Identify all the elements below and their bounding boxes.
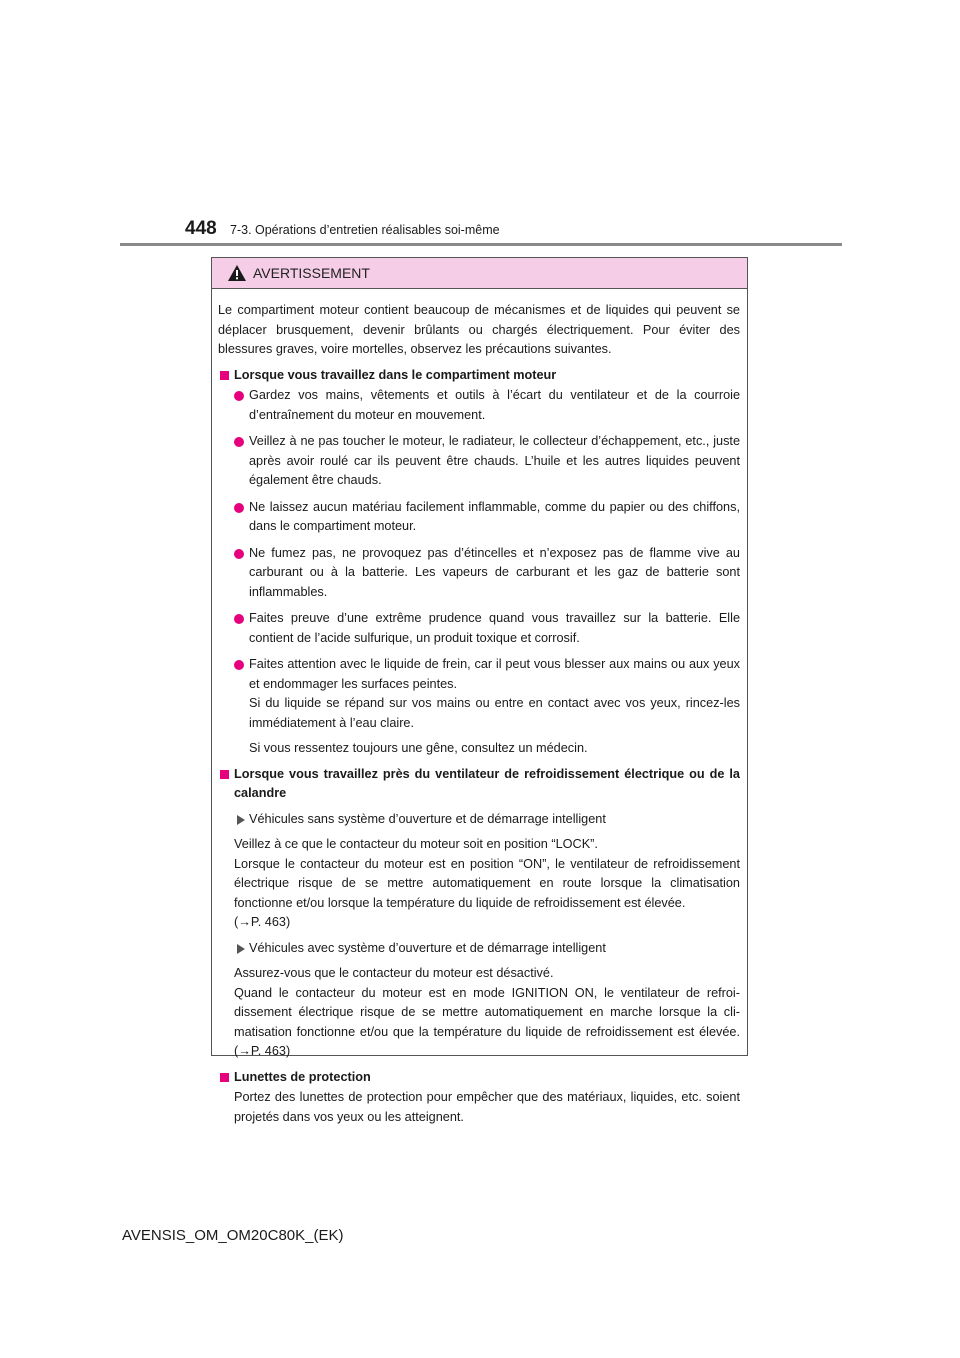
list-item: Faites preuve d’une extrême prudence quand vous travaillez sur la batterie. Elle contient de l’acide sulfurique, un produit toxique et corrosif. xyxy=(218,609,740,648)
sub1-text2: Lorsque le contacteur du moteur est en position “ON”, le ventilateur de refroidissement électrique risque de se mettre automatiquement en route lorsque la climatisation fonctionne et/ou lorsque la température du liquide de refroidissement est élevée. xyxy=(234,856,740,910)
round-bullet-icon xyxy=(234,614,244,624)
sub1-text1: Veillez à ce que le contacteur du moteur soit en position “LOCK”. xyxy=(234,837,598,851)
sub2-text1: Assurez-vous que le contacteur du moteur est désactivé. xyxy=(234,966,554,980)
list-item: Gardez vos mains, vêtements et outils à l’écart du ventilateur et de la courroie d’entraînement du moteur en mouvement. xyxy=(218,386,740,425)
section-heading-goggles: Lunettes de protection xyxy=(218,1068,740,1088)
triangle-right-icon xyxy=(237,815,245,825)
warning-title: AVERTISSEMENT xyxy=(253,265,370,281)
warning-body xyxy=(212,289,747,1127)
round-bullet-icon xyxy=(234,549,244,559)
warning-intro: Le compartiment moteur contient beaucoup de mécanismes et de liquides qui peuvent se déplacer brusquement, devenir brûlants ou chargés électriquement. Pour éviter des blessures graves, voire mortelles, observez les précautions suivantes. xyxy=(218,303,740,356)
sub-heading-without-smart-entry: Véhicules sans système d’ouverture et de démarrage intelligent xyxy=(218,810,740,830)
brake-fluid-extra: Si du liquide se répand sur vos mains ou entre en contact avec vos yeux, rincez-les immédiatement à l’eau claire. xyxy=(249,696,740,730)
round-bullet-icon xyxy=(234,391,244,401)
sub2-text2: Quand le contacteur du moteur est en mode IGNITION ON, le ventilateur de refroidissement électrique risque de se mettre automatiquement en marche lorsque la climatisation fonctionne et/ou que la température du liquide de refroidissement est élevée. (→P. 463) xyxy=(234,985,740,1058)
square-bullet-icon xyxy=(220,1073,229,1082)
brake-fluid-note: Si vous ressentez toujours une gêne, consultez un médecin. xyxy=(249,741,588,755)
warning-header xyxy=(212,258,747,289)
list-item: Faites attention avec le liquide de frein, car il peut vous blesser aux mains ou aux yeux et endommager les surfaces peintes. xyxy=(218,655,740,694)
goggles-text: Portez des lunettes de protection pour empêcher que des matériaux, liquides, etc. soient projetés dans vos yeux ou les atteignent. xyxy=(234,1090,740,1124)
sub1-ref: (→P. 463) xyxy=(234,915,291,929)
square-bullet-icon xyxy=(220,770,229,779)
warning-box xyxy=(211,257,748,1124)
round-bullet-icon xyxy=(234,660,244,670)
list-item: Ne fumez pas, ne provoquez pas d’étincelles et n’exposez pas de flamme vive au carburant ou à la batterie. Les vapeurs de carburant et les gaz de batterie sont inflammables. xyxy=(218,544,740,603)
list-item: Veillez à ne pas toucher le moteur, le radiateur, le collecteur d’échappement, etc., juste après avoir roulé car ils peuvent être chauds. L’huile et les autres liquides peuvent également être chauds. xyxy=(218,432,740,491)
header-rule xyxy=(120,243,842,246)
section-title: 7-3. Opérations d’entretien réalisables soi-même xyxy=(230,223,500,237)
footer-doc-id: AVENSIS_OM_OM20C80K_(EK) xyxy=(122,1227,344,1244)
round-bullet-icon xyxy=(234,503,244,513)
square-bullet-icon xyxy=(220,371,229,380)
sub-heading-with-smart-entry: Véhicules avec système d’ouverture et de démarrage intelligent xyxy=(218,939,740,959)
round-bullet-icon xyxy=(234,437,244,447)
section-heading-engine-compartment: Lorsque vous travaillez dans le compartiment moteur xyxy=(218,366,740,386)
warning-triangle-icon xyxy=(227,264,247,282)
section-heading-cooling-fan: Lorsque vous travaillez près du ventilateur de refroidissement électrique ou de la calandre xyxy=(218,765,740,804)
triangle-right-icon xyxy=(237,944,245,954)
list-item: Ne laissez aucun matériau facilement inflammable, comme du papier ou des chiffons, dans le compartiment moteur. xyxy=(218,498,740,537)
page-number: 448 xyxy=(185,218,217,239)
